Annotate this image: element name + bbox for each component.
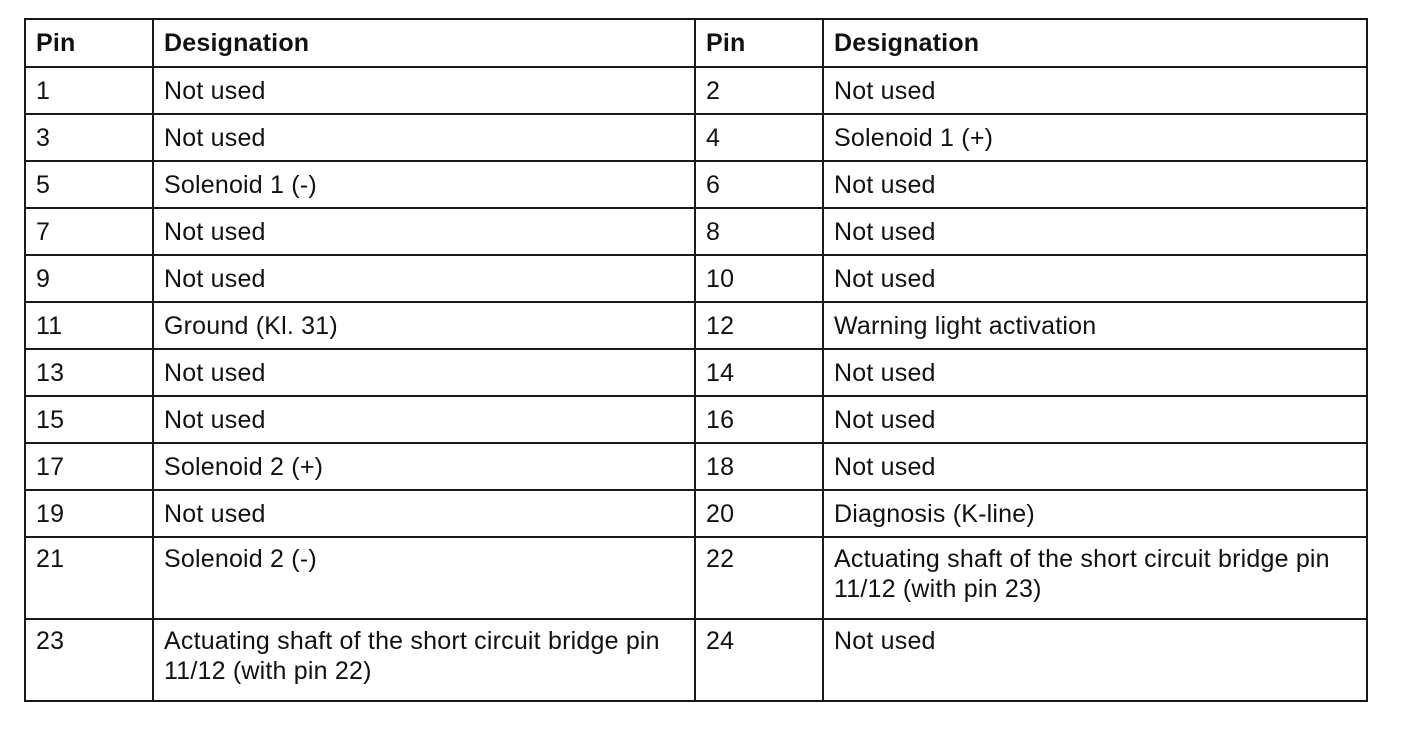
table-row bbox=[25, 443, 1367, 490]
pin-cell: 16 bbox=[695, 396, 823, 443]
pin-cell: 20 bbox=[695, 490, 823, 537]
pin-cell: 13 bbox=[25, 349, 153, 396]
designation-cell: Not used bbox=[153, 67, 695, 114]
pin-cell: 17 bbox=[25, 443, 153, 490]
pin-cell: 15 bbox=[25, 396, 153, 443]
pin-cell: 14 bbox=[695, 349, 823, 396]
pin-assignment-table bbox=[24, 18, 1368, 702]
designation-cell: Not used bbox=[823, 67, 1367, 114]
pin-cell: 24 bbox=[695, 619, 823, 701]
pin-cell: 12 bbox=[695, 302, 823, 349]
pin-cell: 9 bbox=[25, 255, 153, 302]
pin-cell: 11 bbox=[25, 302, 153, 349]
table-row bbox=[25, 67, 1367, 114]
designation-cell: Not used bbox=[153, 349, 695, 396]
table-row bbox=[25, 490, 1367, 537]
table-row bbox=[25, 396, 1367, 443]
pin-cell: 23 bbox=[25, 619, 153, 701]
designation-cell: Not used bbox=[153, 490, 695, 537]
pin-cell: 6 bbox=[695, 161, 823, 208]
table-row bbox=[25, 619, 1367, 701]
designation-cell: Not used bbox=[153, 255, 695, 302]
designation-cell: Not used bbox=[153, 114, 695, 161]
designation-cell: Not used bbox=[823, 619, 1367, 701]
designation-cell: Not used bbox=[153, 396, 695, 443]
pin-cell: 18 bbox=[695, 443, 823, 490]
pin-cell: 3 bbox=[25, 114, 153, 161]
pin-cell: 19 bbox=[25, 490, 153, 537]
pin-cell: 21 bbox=[25, 537, 153, 619]
designation-cell: Warning light activation bbox=[823, 302, 1367, 349]
pin-cell: 4 bbox=[695, 114, 823, 161]
table-row bbox=[25, 208, 1367, 255]
table-row bbox=[25, 349, 1367, 396]
pin-cell: 7 bbox=[25, 208, 153, 255]
table-row bbox=[25, 114, 1367, 161]
designation-cell: Diagnosis (K-line) bbox=[823, 490, 1367, 537]
pin-cell: 5 bbox=[25, 161, 153, 208]
designation-cell: Not used bbox=[823, 443, 1367, 490]
header-pin-right: Pin bbox=[695, 19, 823, 67]
pin-cell: 10 bbox=[695, 255, 823, 302]
designation-cell: Not used bbox=[823, 349, 1367, 396]
pin-cell: 22 bbox=[695, 537, 823, 619]
pin-cell: 2 bbox=[695, 67, 823, 114]
designation-cell: Actuating shaft of the short circuit bridge pin 11/12 (with pin 22) bbox=[153, 619, 695, 701]
designation-cell: Not used bbox=[823, 208, 1367, 255]
header-row bbox=[25, 19, 1367, 67]
designation-cell: Actuating shaft of the short circuit bridge pin 11/12 (with pin 23) bbox=[823, 537, 1367, 619]
designation-cell: Not used bbox=[823, 255, 1367, 302]
header-pin-left: Pin bbox=[25, 19, 153, 67]
designation-cell: Solenoid 1 (-) bbox=[153, 161, 695, 208]
table-row bbox=[25, 302, 1367, 349]
table-row bbox=[25, 161, 1367, 208]
table-row bbox=[25, 255, 1367, 302]
designation-cell: Solenoid 2 (+) bbox=[153, 443, 695, 490]
designation-cell: Not used bbox=[153, 208, 695, 255]
header-designation-left: Designation bbox=[153, 19, 695, 67]
designation-cell: Ground (Kl. 31) bbox=[153, 302, 695, 349]
pin-cell: 1 bbox=[25, 67, 153, 114]
pin-cell: 8 bbox=[695, 208, 823, 255]
designation-cell: Solenoid 1 (+) bbox=[823, 114, 1367, 161]
header-designation-right: Designation bbox=[823, 19, 1367, 67]
designation-cell: Solenoid 2 (-) bbox=[153, 537, 695, 619]
designation-cell: Not used bbox=[823, 396, 1367, 443]
table-row bbox=[25, 537, 1367, 619]
designation-cell: Not used bbox=[823, 161, 1367, 208]
